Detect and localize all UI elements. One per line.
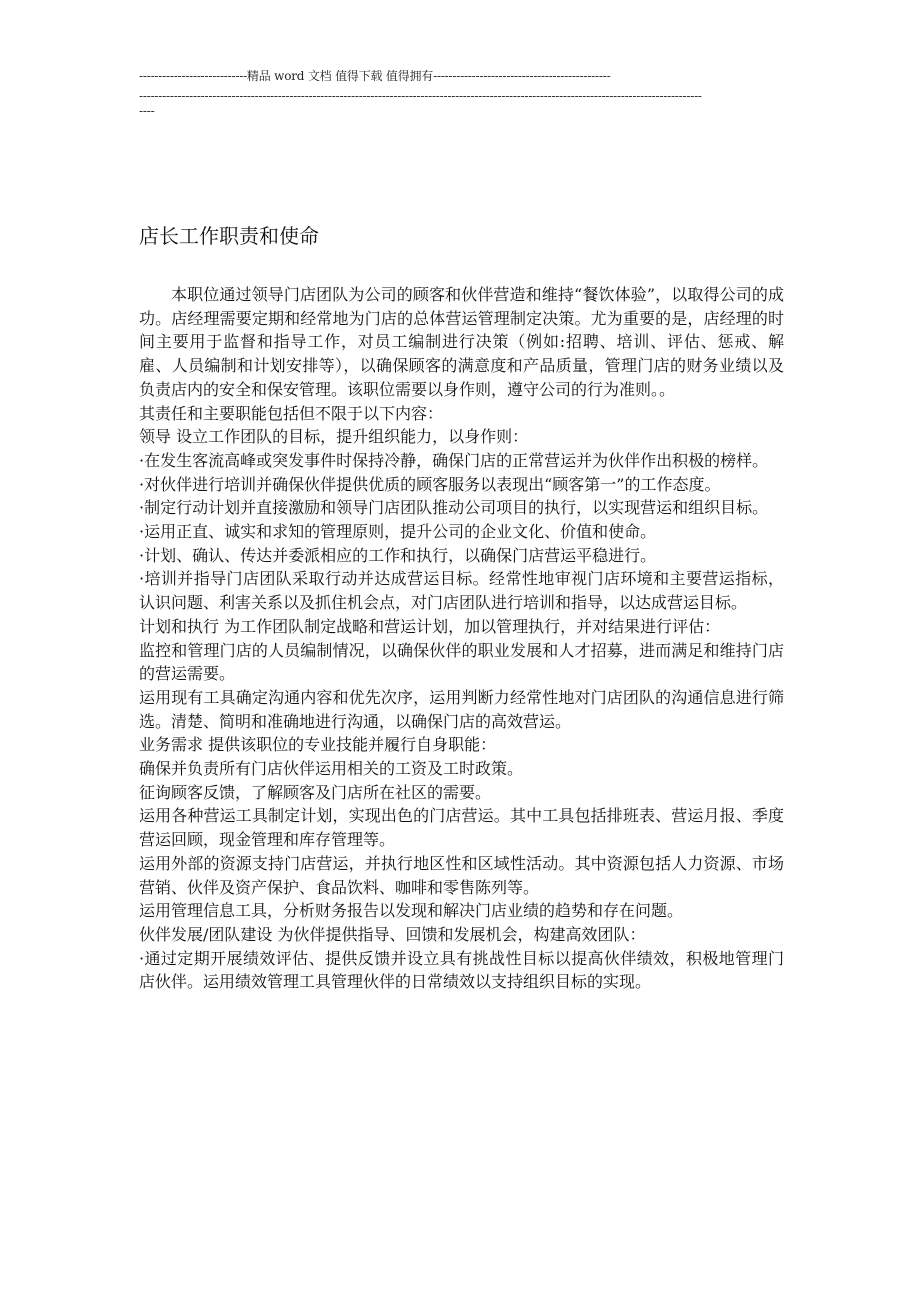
responsibilities-intro: 其责任和主要职能包括但不限于以下内容： xyxy=(139,403,444,423)
section-heading-business: 业务需求 提供该职位的专业技能并履行自身职能： xyxy=(139,735,497,755)
list-item: ·运用正直、诚实和求知的管理原则，提升公司的企业文化、价值和使命。 xyxy=(139,522,657,542)
list-item: 确保并负责所有门店伙伴运用相关的工资及工时政策。 xyxy=(139,759,524,779)
list-item: 运用各种营运工具制定计划，实现出色的门店营运。其中工具包括排班表、营运月报、季度营运回顾，现金管理和库存管理等。 xyxy=(139,806,784,850)
header-dash-line: -------------------------------------------------------------------------------------------------------------------------------------------------- xyxy=(139,89,702,103)
header-banner-line: ----------------------------精品 word 文档 值得下载 值得拥有---------------------------------------------- xyxy=(139,69,611,83)
section-heading-team: 伙伴发展/团队建设 为伙伴提供指导、回馈和发展机会，构建高效团队： xyxy=(139,924,646,944)
document-title: 店长工作职责和使命 xyxy=(139,224,319,248)
section-heading-planning: 计划和执行 为工作团队制定战略和营运计划，加以管理执行，并对结果进行评估： xyxy=(139,616,721,636)
list-item: 运用现有工具确定沟通内容和优先次序，运用判断力经常性地对门店团队的沟通信息进行筛选。清楚、简明和准确地进行沟通，以确保门店的高效营运。 xyxy=(139,687,784,731)
list-item: 运用外部的资源支持门店营运，并执行地区性和区域性活动。其中资源包括人力资源、市场营销、伙伴及资产保护、食品饮料、咖啡和零售陈列等。 xyxy=(139,853,784,897)
list-item: 监控和管理门店的人员编制情况，以确保伙伴的职业发展和人才招募，进而满足和维持门店的营运需要。 xyxy=(139,640,784,684)
list-item: ·计划、确认、传达并委派相应的工作和执行，以确保门店营运平稳进行。 xyxy=(139,545,657,565)
list-item: ·制定行动计划并直接激励和领导门店团队推动公司项目的执行，以实现营运和组织目标。 xyxy=(139,498,769,518)
list-item: 征询顾客反馈，了解顾客及门店所在社区的需要。 xyxy=(139,782,492,802)
list-item: ·培训并指导门店团队采取行动并达成营运目标。经常性地审视门店环境和主要营运指标，认识问题、利害关系以及抓住机会点，对门店团队进行培训和指导，以达成营运目标。 xyxy=(139,569,784,613)
list-item: ·通过定期开展绩效评估、提供反馈并设立具有挑战性目标以提高伙伴绩效，积极地管理门店伙伴。运用绩效管理工具管理伙伴的日常绩效以支持组织目标的实现。 xyxy=(139,948,784,992)
intro-paragraph: 本职位通过领导门店团队为公司的顾客和伙伴营造和维持“餐饮体验”，以取得公司的成功。店经理需要定期和经常地为门店的总体营运管理制定决策。尤为重要的是，店经理的时间主要用于监督和指导工作，对员工编制进行决策（例如:招聘、培训、评估、惩戒、解雇、人员编制和计划安排等），以确保顾客的满意度和产品质量，管理门店的财务业绩以及负责店内的安全和保安管理。该职位需要以身作则，遵守公司的行为准则。。 xyxy=(139,285,784,399)
header-dash-line-end: ---- xyxy=(139,104,155,118)
list-item: ·在发生客流高峰或突发事件时保持冷静，确保门店的正常营运并为伙伴作出积极的榜样。 xyxy=(139,450,769,470)
document-body xyxy=(139,283,784,994)
list-item: ·对伙伴进行培训并确保伙伴提供优质的顾客服务以表现出“顾客第一”的工作态度。 xyxy=(139,474,721,494)
list-item: 运用管理信息工具，分析财务报告以发现和解决门店业绩的趋势和存在问题。 xyxy=(139,901,684,921)
section-heading-leadership: 领导 设立工作团队的目标，提升组织能力，以身作则： xyxy=(139,427,529,447)
